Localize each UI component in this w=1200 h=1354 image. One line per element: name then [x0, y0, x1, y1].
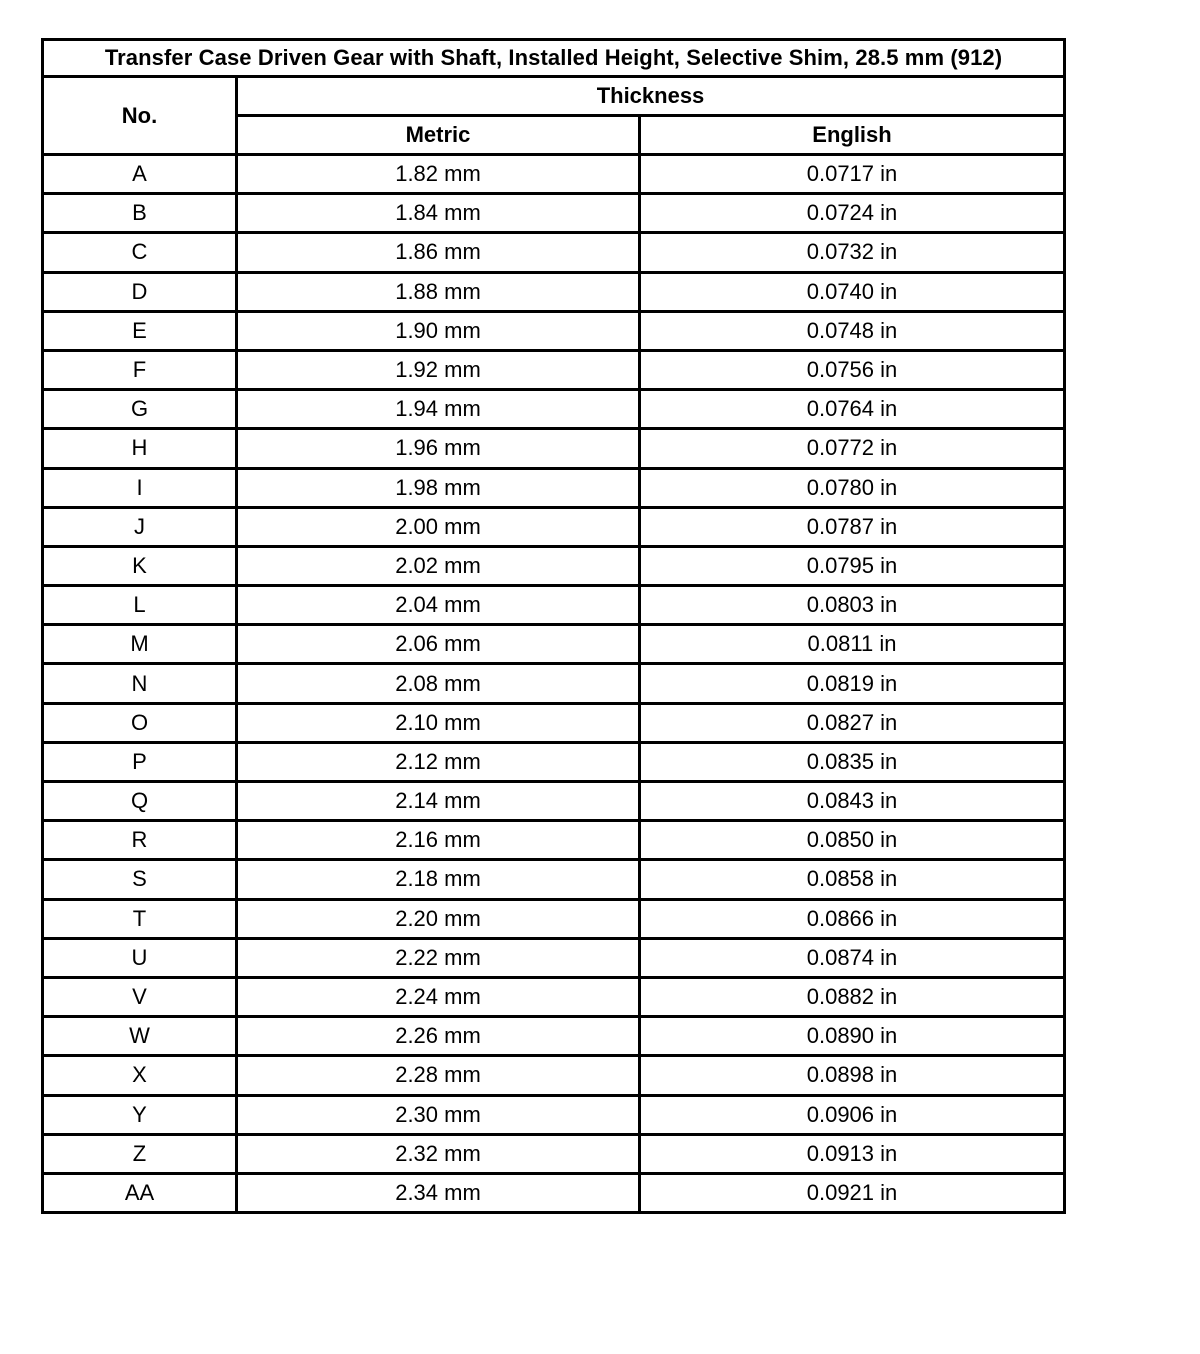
table-row — [43, 468, 1065, 507]
metric-cell: 1.92 mm — [237, 350, 640, 389]
metric-cell: 2.26 mm — [237, 1017, 640, 1056]
metric-cell: 2.12 mm — [237, 742, 640, 781]
no-cell: V — [43, 977, 237, 1016]
english-cell: 0.0787 in — [640, 507, 1065, 546]
english-cell: 0.0866 in — [640, 899, 1065, 938]
english-cell: 0.0756 in — [640, 350, 1065, 389]
metric-cell: 2.14 mm — [237, 782, 640, 821]
thickness-column-header: Thickness — [237, 77, 1065, 116]
table-row — [43, 782, 1065, 821]
no-cell: Z — [43, 1134, 237, 1173]
table-row — [43, 1134, 1065, 1173]
table-row — [43, 742, 1065, 781]
table-row — [43, 350, 1065, 389]
table-row — [43, 311, 1065, 350]
no-cell: U — [43, 938, 237, 977]
metric-cell: 2.04 mm — [237, 586, 640, 625]
english-cell: 0.0858 in — [640, 860, 1065, 899]
no-cell: Q — [43, 782, 237, 821]
english-cell: 0.0906 in — [640, 1095, 1065, 1134]
metric-cell: 1.90 mm — [237, 311, 640, 350]
no-cell: I — [43, 468, 237, 507]
metric-cell: 1.88 mm — [237, 272, 640, 311]
english-cell: 0.0850 in — [640, 821, 1065, 860]
no-cell: T — [43, 899, 237, 938]
metric-cell: 2.32 mm — [237, 1134, 640, 1173]
table-row — [43, 429, 1065, 468]
metric-cell: 2.00 mm — [237, 507, 640, 546]
table-row — [43, 390, 1065, 429]
no-cell: E — [43, 311, 237, 350]
no-cell: A — [43, 155, 237, 194]
no-cell: R — [43, 821, 237, 860]
table-row — [43, 546, 1065, 585]
english-cell: 0.0913 in — [640, 1134, 1065, 1173]
metric-cell: 2.16 mm — [237, 821, 640, 860]
no-cell: W — [43, 1017, 237, 1056]
table-row — [43, 899, 1065, 938]
english-cell: 0.0717 in — [640, 155, 1065, 194]
table-row — [43, 272, 1065, 311]
english-cell: 0.0882 in — [640, 977, 1065, 1016]
no-cell: B — [43, 194, 237, 233]
table-row — [43, 1017, 1065, 1056]
english-cell: 0.0921 in — [640, 1173, 1065, 1212]
metric-cell: 2.18 mm — [237, 860, 640, 899]
no-cell: G — [43, 390, 237, 429]
english-cell: 0.0795 in — [640, 546, 1065, 585]
metric-cell: 1.82 mm — [237, 155, 640, 194]
english-cell: 0.0780 in — [640, 468, 1065, 507]
metric-cell: 2.22 mm — [237, 938, 640, 977]
english-cell: 0.0811 in — [640, 625, 1065, 664]
english-column-header: English — [640, 116, 1065, 155]
table-row — [43, 155, 1065, 194]
english-cell: 0.0803 in — [640, 586, 1065, 625]
no-cell: L — [43, 586, 237, 625]
metric-column-header: Metric — [237, 116, 640, 155]
no-cell: C — [43, 233, 237, 272]
no-cell: F — [43, 350, 237, 389]
table-row — [43, 821, 1065, 860]
no-cell: J — [43, 507, 237, 546]
table-row — [43, 507, 1065, 546]
metric-cell: 2.24 mm — [237, 977, 640, 1016]
metric-cell: 2.30 mm — [237, 1095, 640, 1134]
metric-cell: 2.08 mm — [237, 664, 640, 703]
english-cell: 0.0748 in — [640, 311, 1065, 350]
header-row-1 — [43, 77, 1065, 116]
no-cell: D — [43, 272, 237, 311]
table-title-row — [43, 40, 1065, 77]
no-cell: X — [43, 1056, 237, 1095]
table-row — [43, 625, 1065, 664]
english-cell: 0.0843 in — [640, 782, 1065, 821]
table-row — [43, 664, 1065, 703]
english-cell: 0.0874 in — [640, 938, 1065, 977]
no-cell: Y — [43, 1095, 237, 1134]
table-row — [43, 586, 1065, 625]
metric-cell: 1.94 mm — [237, 390, 640, 429]
metric-cell: 2.34 mm — [237, 1173, 640, 1212]
table-title: Transfer Case Driven Gear with Shaft, Installed Height, Selective Shim, 28.5 mm (912) — [43, 40, 1065, 77]
english-cell: 0.0740 in — [640, 272, 1065, 311]
no-cell: H — [43, 429, 237, 468]
table-row — [43, 194, 1065, 233]
no-cell: AA — [43, 1173, 237, 1212]
english-cell: 0.0898 in — [640, 1056, 1065, 1095]
english-cell: 0.0724 in — [640, 194, 1065, 233]
english-cell: 0.0827 in — [640, 703, 1065, 742]
metric-cell: 1.86 mm — [237, 233, 640, 272]
no-cell: M — [43, 625, 237, 664]
metric-cell: 1.84 mm — [237, 194, 640, 233]
english-cell: 0.0764 in — [640, 390, 1065, 429]
table-row — [43, 1095, 1065, 1134]
english-cell: 0.0819 in — [640, 664, 1065, 703]
no-cell: P — [43, 742, 237, 781]
table-row — [43, 233, 1065, 272]
metric-cell: 2.02 mm — [237, 546, 640, 585]
table-row — [43, 1173, 1065, 1212]
metric-cell: 1.98 mm — [237, 468, 640, 507]
table-body — [43, 40, 1065, 1213]
metric-cell: 2.20 mm — [237, 899, 640, 938]
no-column-header: No. — [43, 77, 237, 155]
table-row — [43, 860, 1065, 899]
english-cell: 0.0772 in — [640, 429, 1065, 468]
english-cell: 0.0732 in — [640, 233, 1065, 272]
english-cell: 0.0890 in — [640, 1017, 1065, 1056]
metric-cell: 2.06 mm — [237, 625, 640, 664]
english-cell: 0.0835 in — [640, 742, 1065, 781]
no-cell: N — [43, 664, 237, 703]
no-cell: S — [43, 860, 237, 899]
table-row — [43, 703, 1065, 742]
table-row — [43, 977, 1065, 1016]
table-row — [43, 938, 1065, 977]
metric-cell: 2.10 mm — [237, 703, 640, 742]
no-cell: O — [43, 703, 237, 742]
no-cell: K — [43, 546, 237, 585]
metric-cell: 2.28 mm — [237, 1056, 640, 1095]
shim-spec-table — [41, 38, 1066, 1214]
table-row — [43, 1056, 1065, 1095]
metric-cell: 1.96 mm — [237, 429, 640, 468]
